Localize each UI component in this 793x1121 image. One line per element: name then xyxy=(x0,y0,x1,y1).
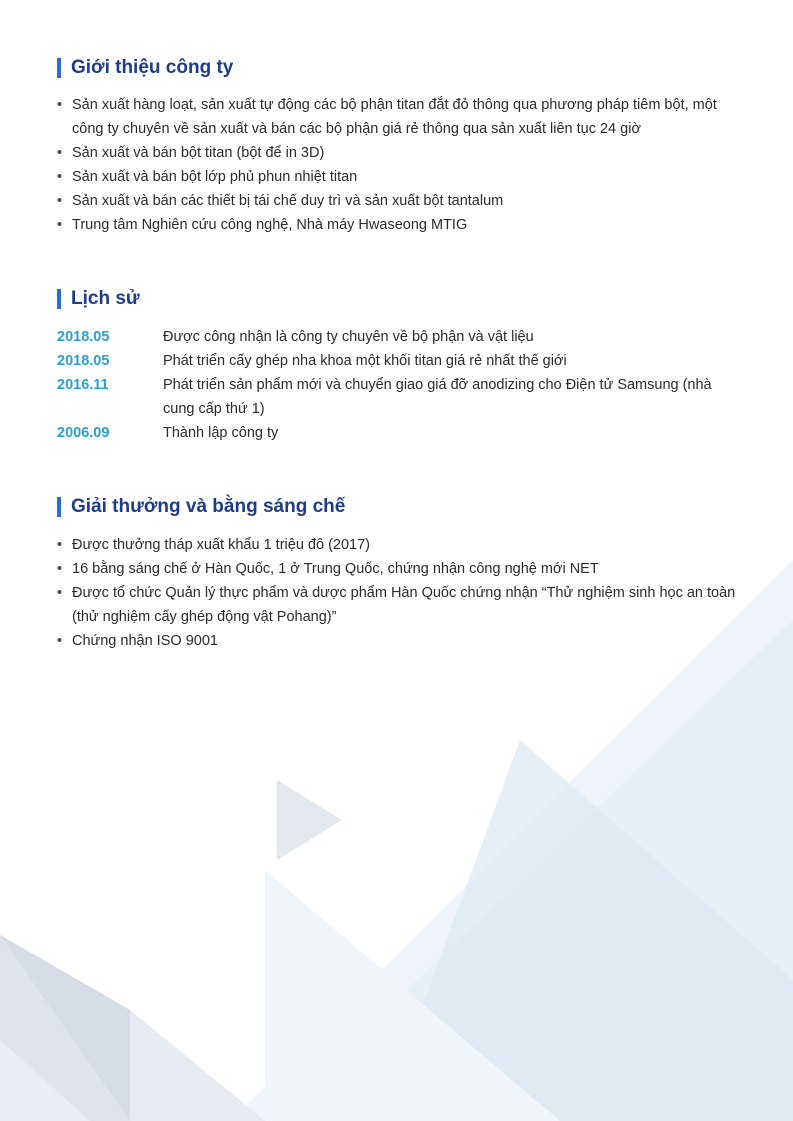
list-item xyxy=(57,189,747,213)
list-item xyxy=(57,533,747,557)
section-title-history xyxy=(57,288,140,310)
list-item xyxy=(57,93,747,141)
awards-list xyxy=(57,533,747,653)
intro-list xyxy=(57,93,747,237)
list-item xyxy=(57,213,747,237)
list-item-text: 16 bằng sáng chế ở Hàn Quốc, 1 ở Trung Quốc, chứng nhận công nghệ mới NET xyxy=(72,561,599,577)
bullet-icon: • xyxy=(57,169,63,185)
list-item xyxy=(57,557,747,581)
list-item-text: Được tổ chức Quản lý thực phẩm và dược phẩm Hàn Quốc chứng nhận “Thử nghiệm sinh học an toàn (thử nghiệm cấy ghép động vật Pohang)” xyxy=(72,585,736,625)
history-text: Phát triển sản phẩm mới và chuyển giao giá đỡ anodizing cho Điện tử Samsung (nhà cung cấp thứ 1) xyxy=(163,377,712,417)
history-text: Được công nhận là công ty chuyên về bộ phận và vật liệu xyxy=(163,329,534,345)
bullet-icon: • xyxy=(57,585,63,601)
bullet-icon: • xyxy=(57,145,63,161)
bullet-icon: • xyxy=(57,97,63,113)
history-row xyxy=(57,421,747,445)
history-row xyxy=(57,373,747,421)
section-title-awards xyxy=(57,496,345,518)
bullet-icon: • xyxy=(57,633,63,649)
history-year: 2018.05 xyxy=(57,353,110,369)
bullet-icon: • xyxy=(57,217,63,233)
bullet-icon: • xyxy=(57,193,63,209)
list-item-text: Sản xuất hàng loạt, sản xuất tự động các bộ phận titan đắt đỏ thông qua phương pháp tiêm bột, một công ty chuyên về sản xuất và bán các bộ phận giá rẻ thông qua sản xuất liên tục 24 giờ xyxy=(72,97,717,137)
list-item xyxy=(57,165,747,189)
history-row xyxy=(57,349,747,373)
section-title-text: Lịch sử xyxy=(71,288,140,309)
history-text: Thành lập công ty xyxy=(163,425,279,441)
list-item-text: Được thưởng tháp xuất khẩu 1 triệu đô (2017) xyxy=(72,537,370,553)
list-item xyxy=(57,581,747,629)
list-item-text: Sản xuất và bán bột titan (bột để in 3D) xyxy=(72,145,325,161)
section-bar-icon xyxy=(57,289,61,309)
bullet-icon: • xyxy=(57,537,63,553)
list-item-text: Sản xuất và bán bột lớp phủ phun nhiệt titan xyxy=(72,169,358,185)
history-year: 2006.09 xyxy=(57,425,110,441)
list-item-text: Trung tâm Nghiên cứu công nghệ, Nhà máy Hwaseong MTIG xyxy=(72,217,468,233)
section-title-text: Giới thiệu công ty xyxy=(71,57,234,78)
list-item-text: Chứng nhận ISO 9001 xyxy=(72,633,218,649)
list-item xyxy=(57,629,747,653)
list-item-text: Sản xuất và bán các thiết bị tái chế duy trì và sản xuất bột tantalum xyxy=(72,193,504,209)
section-title-text: Giải thưởng và bằng sáng chế xyxy=(71,496,346,517)
section-bar-icon xyxy=(57,58,61,78)
section-bar-icon xyxy=(57,497,61,517)
section-title-intro xyxy=(57,57,233,79)
list-item xyxy=(57,141,747,165)
history-year: 2018.05 xyxy=(57,329,110,345)
history-row xyxy=(57,325,747,349)
bullet-icon: • xyxy=(57,561,63,577)
history-list xyxy=(57,325,747,445)
history-year: 2016.11 xyxy=(57,377,109,393)
history-text: Phát triển cấy ghép nha khoa một khối titan giá rẻ nhất thế giới xyxy=(163,353,567,369)
